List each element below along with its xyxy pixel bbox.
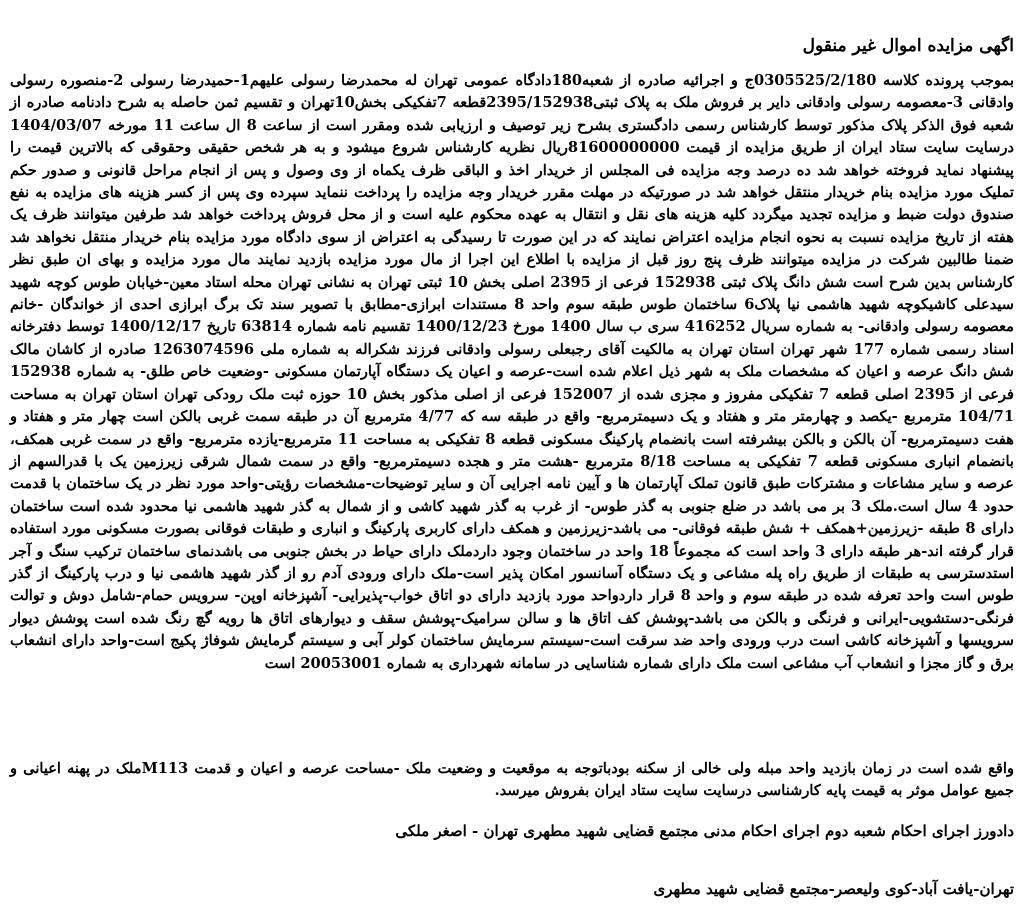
notice-footer-address: تهران-یافت آباد-کوی ولیعصر-مجتمع قضایی شهید مطهری [653,880,1014,898]
notice-body-continuation: واقع شده است در زمان بازدید واحد مبله ولی خالی از سکنه بودباتوجه به موقعیت و وضعیت ملک -مساحت عرصه و اعیان و قدمت M113ملک در پهنه اعیانی و جمیع عوامل موثر به قیمت پایه کارشناسی درسایت سایت ستاد ایران بفروش میرسد. [10,760,1014,800]
notice-title: اگهی مزایده اموال غیر منقول [802,36,1014,56]
notice-signature: دادورز اجرای احکام شعبه دوم اجرای احکام مدنی مجتمع قضایی شهید مطهری تهران - اصغر ملکی [395,822,1014,840]
auction-notice [10,0,1014,920]
notice-body: بموجب پرونده کلاسه 0305525/2/180ج و اجرائیه صادره از شعبه180دادگاه عمومی تهران له محمدرضا رسولی علیهم1-حمیدرضا رسولی 2-منصوره رسولی وادقانی 3-معصومه رسولی وادقانی دایر بر فروش ملک به پلاک ثبتی2395/152938قطعه 7تفکیکی بخش10تهران و تقسیم ثمن حاصله به شرح دادنامه صادره از شعبه فوق الذکر پلاک مذکور توسط کارشناس رسمی دادگستری بشرح زیر توصیف و ارزیابی شده ومقرر است از ساعت 8 ال ساعت 11 مورخه 1404/03/07 درسایت سایت ستاد ایران از طریق مزایده از قیمت 81600000000ریال نظریه کارشناس شروع میشود و به هر شخص حقیقی وحقوقی که بالاترین قیمت را پیشنهاد نماید فروخته خواهد شد ده درصد وجه مزایده فی المجلس از خریدار اخذ و الباقی ظرف یکماه از وی وصول و پس از انجام مراحل قانونی و صدور حکم تملیک مورد مزایده بنام خریدار منتقل خواهد شد در صورتیکه در مهلت مقرر خریدار وجه مزایده را پرداخت ننماید سپرده وی پس از کسر هزینه های مزایده به نفع صندوق دولت ضبط و مزایده تجدید میگردد کلیه هزینه های نقل و انتقال به عهده محکوم علیه است و از محل فروش پرداخت خواهد شد طرفین میتوانند ظرف یک هفته از تاریخ مزایده نسبت به نحوه انجام مزایده اعتراض نمایند که در این صورت تا رسیدگی به اعتراض از سوی دادگاه مورد مزایده بنام خریدار منتقل نخواهد شد ضمنا طالبین شرکت در مزایده میتوانند ظرف پنج روز قبل از مزایده با اطلاع این اجرا از مال مورد مزایده بازدید نمایند مال مورد مزایده و بهای ان طبق نظر کارشناس بدین شرح است شش دانگ پلاک ثبتی 152938 فرعی از 2395 اصلی بخش 10 ثبتی تهران به نشانی تهران محله استاد معین-خیابان طوس کوچه شهید سیدعلی کاشیکوچه شهید هاشمی نیا پلاک6 ساختمان طوس طبقه سوم واحد 8 مستندات ابرازی-مطابق با تصویر سند تک برگ ابرازی احدی از خواندگان -خانم معصومه رسولی وادقانی- به شماره سریال 416252 سری ب سال 1400 مورخ 1400/12/23 تقسیم نامه شماره 63814 تاریخ 1400/12/17 توسط دفترخانه اسناد رسمی شماره 177 شهر تهران استان تهران به مالکیت آقای رجبعلی رسولی وادقانی فرزند شکراله به شماره ملی 1263074596 صادره از کاشان مالک شش دانگ عرصه و اعیان که مشخصات ملک به شهر ذیل اعلام شده است-عرصه و اعیان یک دستگاه آپارتمان مسکونی -وضعیت خاص طلق- به شماره 152938 فرعی از 2395 اصلی قطعه 7 تفکیکی مفروز و مجزی شده از 152007 فرعی از اصلی مذکور بخش 10 حوزه ثبت ملک رودکی تهران استان تهران به مساحت 104/71 مترمربع -یکصد و چهارمتر متر و هفتاد و یک دسیمترمربع- واقع در طبقه سه که 4/77 مترمربع آن در طبقه سمت غربی بالکن است چهار متر و هفتاد و هفت دسیمترمربع- آن بالکن و بالکن بیشرفته است بانضمام پارکینگ مسکونی قطعه 8 تفکیکی به مساحت 11 مترمربع-یازده مترمربع- واقع در سمت غربی همکف، بانضمام انباری مسکونی قطعه 7 تفکیکی به مساحت 8/18 مترمربع -هشت متر و هجده دسیمترمربع- واقع در سمت شمال شرقی زیرزمین یک با قدرالسهم از عرصه و سایر مشاعات و مشترکات طبق قانون تملک آپارتمان ها و آیین نامه اجرایی آن و سایر توضیحات-مشخصات رؤیتی-واحد مورد نظر در یک ساختمان با قدمت حدود 4 سال است.ملک 3 بر می باشد در ضلع جنوبی به گذر طوس- از غرب به گذر شهید کاشی و از شمال به گذر شهید هاشمی نیا محدود شده است ساختمان دارای 8 طبقه -زیرزمین+همکف + شش طبقه فوقانی- می باشد-زیرزمین و همکف دارای کاربری پارکینگ و انباری و طبقات فوقانی بصورت مسکونی مورد استفاده قرار گرفته اند-هر طبقه دارای 3 واحد است که مجموعاً 18 واحد در ساختمان وجود داردملک دارای حیاط در بخش جنوبی می باشدنمای ساختمان ترکیب سنگ و آجر استدسترسی به طبقات از طریق راه پله مشاعی و یک دستگاه آسانسور امکان پذیر است-ملک دارای ورودی آدم رو از گذر شهید هاشمی نیا و درب پارکینگ از گذر طوس است واحد تعرفه شده در طبقه سوم و واحد 8 قرار داردواحد مورد بازدید دارای دو اتاق خواب-پذیرایی- آشپزخانه اوپن- سرویس حمام-شامل دوش و توالت فرنگی-دستشویی-ایرانی و فرنگی و بالکن می باشد-پوشش کف اتاق ها و سالن سرامیک-پوشش سقف و دیوارهای اتاق ها رویه گچ رنگ شده است پوشش دیوار سرویسها و آشپزخانه کاشی است درب ورودی واحد ضد سرقت است-سیستم سرمایش ساختمان کولر آبی و سیستم گرمایش شوفاژ پکیج است-واحد دارای انشعاب برق و گاز مجزا و انشعاب آب مشاعی است ملک دارای شماره شناسایی در سامانه شهرداری به شماره 20053001 است [10,72,1015,672]
